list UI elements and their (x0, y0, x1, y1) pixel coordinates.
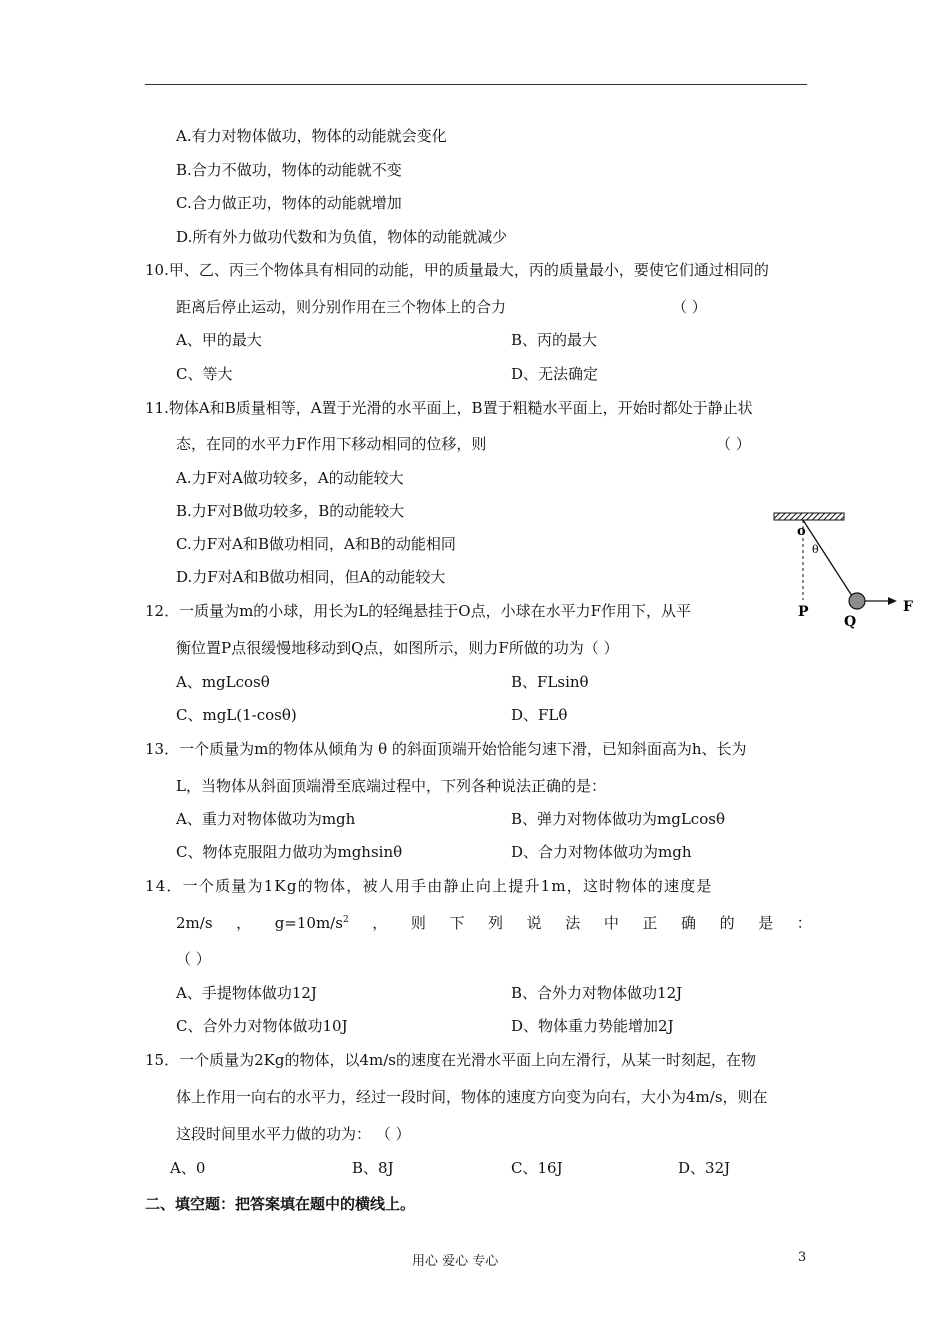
q14-word: 说 (526, 914, 542, 932)
q9-option-c: C.合力做正功，物体的动能就增加 (176, 194, 402, 212)
q15-option-b: B、8J (352, 1159, 394, 1177)
q15-option-d: D、32J (678, 1159, 731, 1177)
q14-word: 列 (488, 914, 504, 932)
q14-gravity-text: g=10m/s (274, 914, 343, 932)
q14-gravity (275, 913, 349, 933)
footer-motto: 用心 爱心 专心 (412, 1254, 499, 1269)
q14-comma1: ， (236, 914, 252, 932)
section2-heading: 二、填空题：把答案填在题中的横线上。 (145, 1195, 416, 1213)
q11-answer-paren: （ ） (716, 435, 751, 453)
force-arrowhead (888, 597, 897, 605)
q14-word: 是 (758, 914, 774, 932)
pendulum-figure (770, 505, 930, 635)
q11-option-b: B.力F对B做功较多，B的动能较大 (176, 502, 405, 520)
q15-option-c: C、16J (511, 1159, 563, 1177)
q9-option-b: B.合力不做功，物体的动能就不变 (176, 161, 402, 179)
q15-option-a: A、0 (170, 1159, 206, 1177)
q14-stem-line2 (176, 913, 812, 933)
q14-word: 则 (410, 914, 426, 932)
q14-word: 的 (719, 914, 735, 932)
q15-stem-line3: 这段时间里水平力做的功为： （ ） (176, 1125, 411, 1143)
q13-option-d: D、合力对物体做功为mgh (511, 843, 692, 861)
q13-stem-line2: L，当物体从斜面顶端滑至底端过程中，下列各种说法正确的是： (176, 777, 606, 795)
q11-option-a: A.力F对A做功较多，A的动能较大 (176, 469, 404, 487)
q12-option-c: C、mgL(1-cosθ) (176, 706, 297, 724)
label-theta: θ (812, 543, 819, 556)
q9-option-a: A.有力对物体做功，物体的动能就会变化 (176, 127, 447, 145)
q10-option-d: D、无法确定 (511, 365, 599, 383)
q10-answer-paren: （ ） (672, 298, 707, 316)
q10-option-c: C、等大 (176, 365, 233, 383)
q11-option-c: C.力F对A和B做功相同，A和B的动能相同 (176, 535, 456, 553)
q12-stem-line1: 12．一质量为m的小球，用长为L的轻绳悬挂于O点，小球在水平力F作用下，从平 (145, 602, 691, 620)
q14-word: ： (796, 914, 812, 932)
q14-option-a: A、手提物体做功12J (176, 984, 317, 1002)
q9-option-d: D.所有外力做功代数和为负值，物体的动能就减少 (176, 228, 508, 246)
q13-option-a: A、重力对物体做功为mgh (176, 810, 356, 828)
q14-word: 确 (681, 914, 697, 932)
q10-option-a: A、甲的最大 (176, 331, 262, 349)
q13-option-b: B、弹力对物体做功为mgLcosθ (511, 810, 725, 828)
q13-stem-line1: 13．一个质量为m的物体从倾角为 θ 的斜面顶端开始恰能匀速下滑，已知斜面高为h、长为 (145, 740, 747, 758)
q15-stem-line1: 15．一个质量为2Kg的物体，以4m/s的速度在光滑水平面上向左滑行，从某一时刻起，在物 (145, 1051, 756, 1069)
pendulum-ball (849, 593, 865, 609)
page-number: 3 (798, 1250, 807, 1265)
q10-stem-line1: 10.甲、乙、丙三个物体具有相同的动能，甲的质量最大，丙的质量最小，要使它们通过相同的 (145, 261, 769, 279)
q14-gravity-exp: 2 (342, 915, 349, 925)
label-p: P (798, 604, 809, 620)
q14-word: 下 (449, 914, 465, 932)
q11-option-d: D.力F对A和B做功相同，但A的动能较大 (176, 568, 446, 586)
q14-word: 法 (565, 914, 581, 932)
q14-speed: 2m/s (176, 914, 213, 932)
q14-comma2: ， (372, 914, 388, 932)
q12-option-b: B、FLsinθ (511, 673, 589, 691)
q14-option-d: D、物体重力势能增加2J (511, 1017, 674, 1035)
label-f: F (903, 599, 913, 615)
label-o: o (797, 524, 806, 539)
pendulum-string (803, 520, 854, 599)
q12-option-d: D、FLθ (511, 706, 568, 724)
q12-option-a: A、mgLcosθ (176, 673, 270, 691)
q15-stem-line2: 体上作用一向右的水平力，经过一段时间，物体的速度方向变为向右，大小为4m/s，则在 (176, 1088, 768, 1106)
q14-answer-paren: （ ） (176, 950, 211, 968)
q14-stem-line1: 14．一个质量为1Kg的物体，被人用手由静止向上提升1m，这时物体的速度是 (145, 877, 713, 895)
q10-option-b: B、丙的最大 (511, 331, 598, 349)
q12-stem-line2: 衡位置P点很缓慢地移动到Q点，如图所示，则力F所做的功为（ ） (176, 639, 619, 657)
q14-word: 中 (603, 914, 619, 932)
q11-stem-line1: 11.物体A和B质量相等，A置于光滑的水平面上，B置于粗糙水平面上，开始时都处于静止状 (145, 399, 753, 417)
header-rule (145, 84, 807, 85)
q10-stem-line2: 距离后停止运动，则分别作用在三个物体上的合力 (176, 298, 507, 316)
q14-option-b: B、合外力对物体做功12J (511, 984, 683, 1002)
q14-word: 正 (642, 914, 658, 932)
label-q: Q (844, 614, 857, 630)
q13-option-c: C、物体克服阻力做功为mghsinθ (176, 843, 403, 861)
ceiling-support (774, 513, 844, 520)
q11-stem-line2: 态，在同的水平力F作用下移动相同的位移，则 (176, 435, 487, 453)
q14-option-c: C、合外力对物体做功10J (176, 1017, 348, 1035)
